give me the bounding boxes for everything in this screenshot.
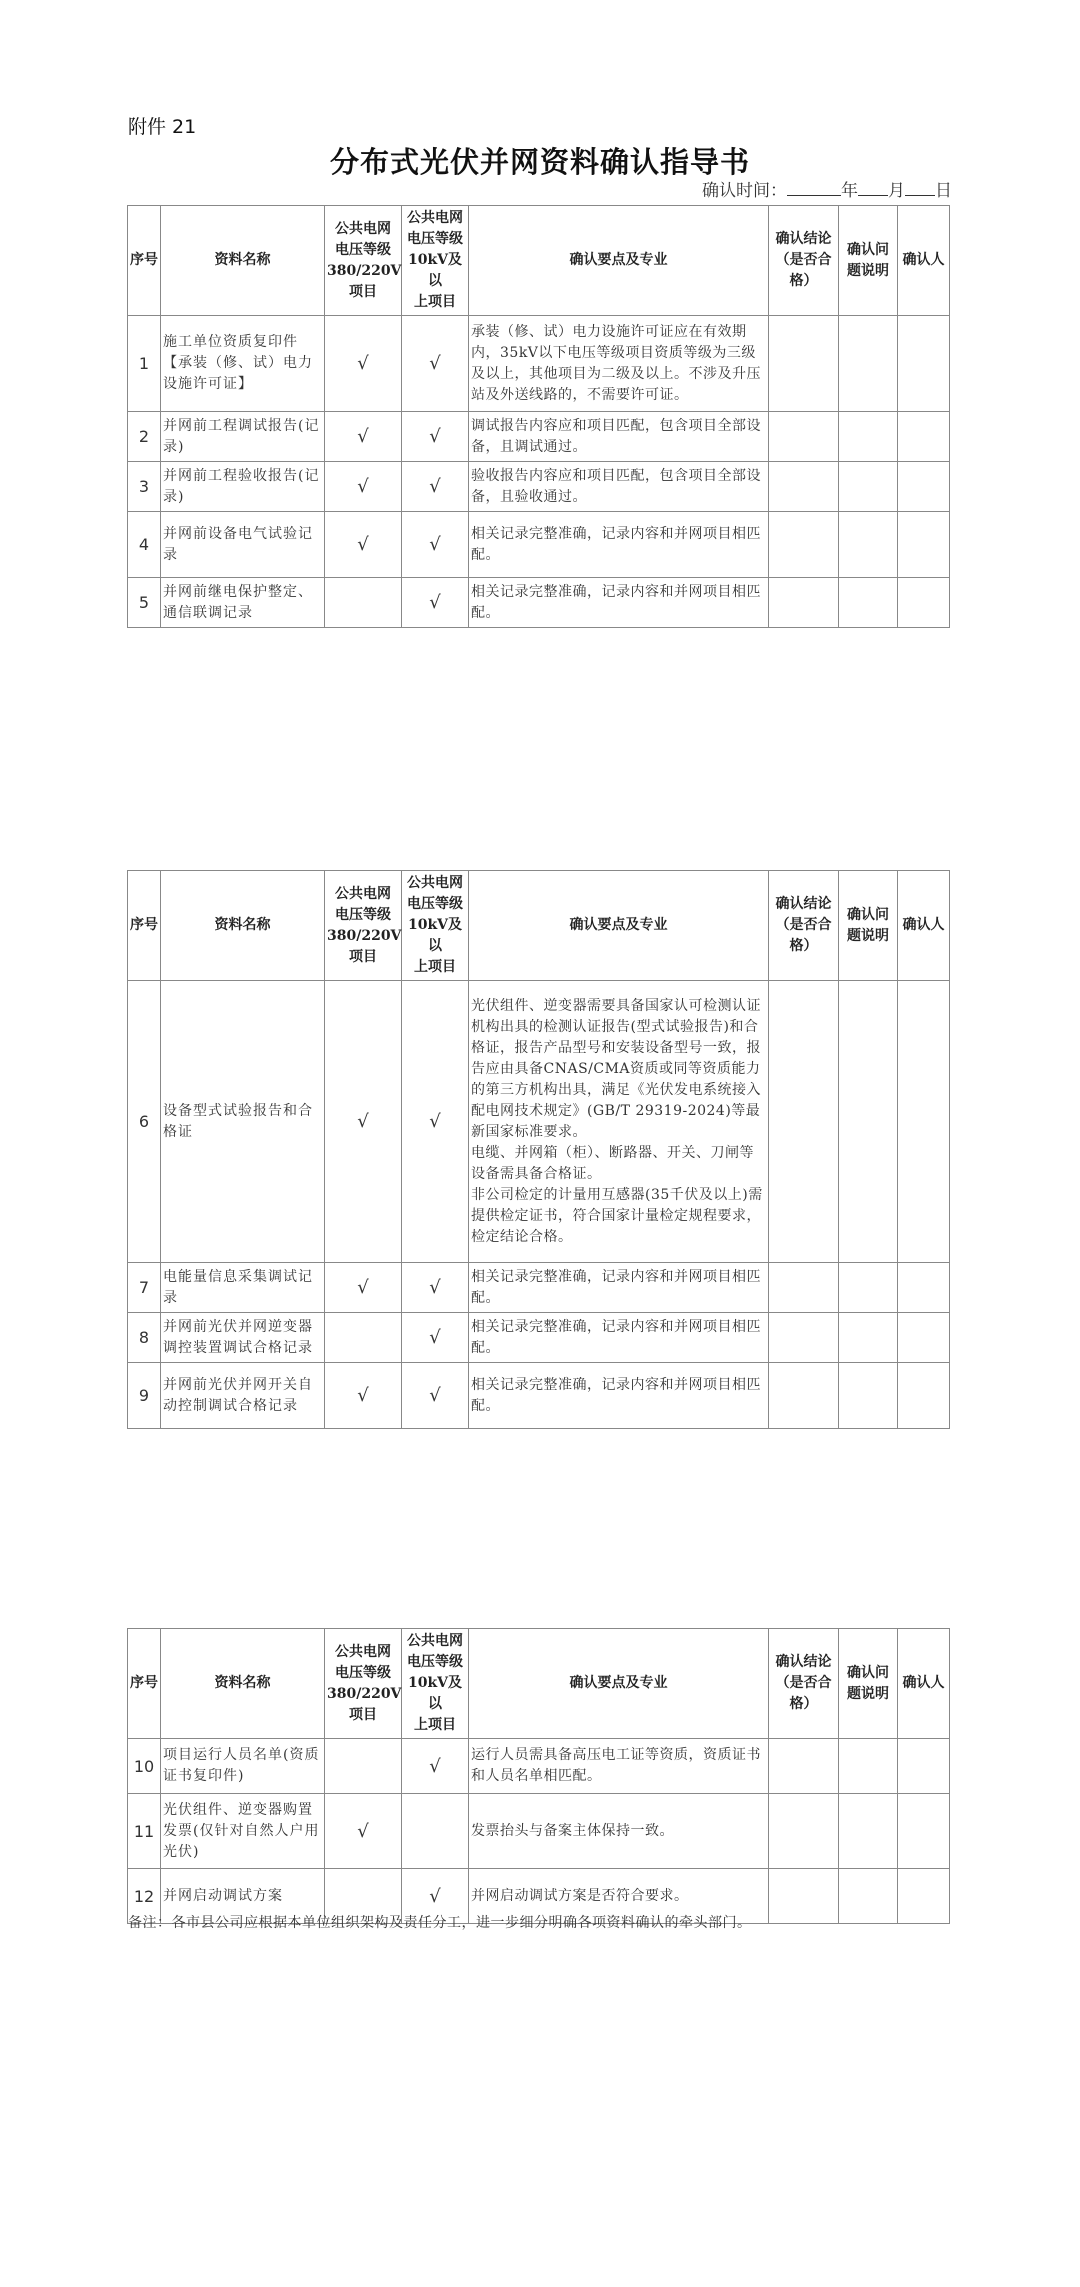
requirements-text: 相关记录完整准确，记录内容和并网项目相匹配。: [469, 512, 769, 578]
check-10kv: √: [402, 981, 469, 1263]
row-index: 11: [128, 1794, 161, 1869]
day-blank[interactable]: [905, 181, 935, 196]
confirmer-cell[interactable]: [898, 1739, 950, 1794]
col-header-confirmer: 确认人: [898, 871, 950, 981]
col-header-issue: 确认问 题说明: [839, 871, 898, 981]
conclusion-cell[interactable]: [769, 981, 839, 1263]
col-header-confirmer: 确认人: [898, 206, 950, 316]
document-name: 并网前工程调试报告(记录): [161, 412, 325, 462]
header-row: [128, 206, 950, 316]
conclusion-cell[interactable]: [769, 316, 839, 412]
check-10kv: √: [402, 512, 469, 578]
check-380v: √: [325, 462, 402, 512]
check-10kv: √: [402, 412, 469, 462]
check-10kv: √: [402, 1263, 469, 1313]
requirements-text: 相关记录完整准确，记录内容和并网项目相匹配。: [469, 1313, 769, 1363]
col-header-requirements: 确认要点及专业: [469, 871, 769, 981]
check-380v: √: [325, 512, 402, 578]
document-name: 电能量信息采集调试记录: [161, 1263, 325, 1313]
col-header-idx: 序号: [128, 871, 161, 981]
document-name: 并网前光伏并网逆变器调控装置调试合格记录: [161, 1313, 325, 1363]
requirements-text: 相关记录完整准确，记录内容和并网项目相匹配。: [469, 578, 769, 628]
year-label: 年: [841, 181, 858, 201]
row-index: 10: [128, 1739, 161, 1794]
row-index: 5: [128, 578, 161, 628]
confirmer-cell[interactable]: [898, 1263, 950, 1313]
col-header-380v: 公共电网 电压等级 380/220V 项目: [325, 206, 402, 316]
confirmer-cell[interactable]: [898, 316, 950, 412]
row-index: 9: [128, 1363, 161, 1429]
check-10kv: √: [402, 1869, 469, 1924]
table-row: [128, 512, 950, 578]
requirements-text: 并网启动调试方案是否符合要求。: [469, 1869, 769, 1924]
table-row: [128, 462, 950, 512]
row-index: 7: [128, 1263, 161, 1313]
document-name: 并网前光伏并网开关自动控制调试合格记录: [161, 1363, 325, 1429]
table-row: [128, 1263, 950, 1313]
annex-label: 附件 21: [128, 116, 197, 138]
conclusion-cell[interactable]: [769, 1263, 839, 1313]
issue-cell[interactable]: [839, 412, 898, 462]
col-header-10kv: 公共电网 电压等级 10kV及以 上项目: [402, 871, 469, 981]
issue-cell[interactable]: [839, 1263, 898, 1313]
document-name: 项目运行人员名单(资质证书复印件): [161, 1739, 325, 1794]
col-header-380v: 公共电网 电压等级 380/220V 项目: [325, 871, 402, 981]
col-header-requirements: 确认要点及专业: [469, 1629, 769, 1739]
row-index: 3: [128, 462, 161, 512]
col-header-10kv: 公共电网 电压等级 10kV及以 上项目: [402, 1629, 469, 1739]
table-row: [128, 412, 950, 462]
requirements-text: 光伏组件、逆变器需要具备国家认可检测认证机构出具的检测认证报告(型式试验报告)和合格证，报告产品型号和安装设备型号一致，报告应由具备CNAS/CMA资质或同等资质能力的第三方机构出具，满足《光伏发电系统接入配电网技术规定》(GB/T 29319-2024)等最新国家标准要求。 电缆、并网箱（柜）、断路器、开关、刀闸等设备需具备合格证。 非公司检定的计量用互感器(35千伏及以上)需提供检定证书，符合国家计量检定规程要求，检定结论合格。: [469, 981, 769, 1263]
col-header-name: 资料名称: [161, 871, 325, 981]
check-380v: √: [325, 1794, 402, 1869]
check-10kv: √: [402, 316, 469, 412]
issue-cell[interactable]: [839, 1869, 898, 1924]
guide-table-2: [127, 870, 950, 1429]
col-header-380v: 公共电网 电压等级 380/220V 项目: [325, 1629, 402, 1739]
conclusion-cell[interactable]: [769, 462, 839, 512]
confirm-time-label: 确认时间：: [702, 181, 787, 201]
header-row: [128, 871, 950, 981]
check-380v: √: [325, 981, 402, 1263]
table-row: [128, 1313, 950, 1363]
row-index: 8: [128, 1313, 161, 1363]
document-title: 分布式光伏并网资料确认指导书: [329, 145, 750, 179]
requirements-text: 相关记录完整准确，记录内容和并网项目相匹配。: [469, 1363, 769, 1429]
requirements-text: 承装（修、试）电力设施许可证应在有效期内，35kV以下电压等级项目资质等级为三级及以上，其他项目为二级及以上。不涉及升压站及外送线路的，不需要许可证。: [469, 316, 769, 412]
confirmer-cell[interactable]: [898, 1363, 950, 1429]
issue-cell[interactable]: [839, 462, 898, 512]
col-header-name: 资料名称: [161, 206, 325, 316]
footer-note: 备注：各市县公司应根据本单位组织架构及责任分工，进一步细分明确各项资料确认的牵头部门。: [128, 1915, 752, 1931]
col-header-conclusion: 确认结论 （是否合 格）: [769, 1629, 839, 1739]
conclusion-cell[interactable]: [769, 512, 839, 578]
confirmer-cell[interactable]: [898, 1313, 950, 1363]
check-380v: [325, 1739, 402, 1794]
conclusion-cell[interactable]: [769, 1363, 839, 1429]
col-header-name: 资料名称: [161, 1629, 325, 1739]
row-index: 12: [128, 1869, 161, 1924]
issue-cell[interactable]: [839, 1739, 898, 1794]
confirmer-cell[interactable]: [898, 1794, 950, 1869]
check-380v: √: [325, 412, 402, 462]
conclusion-cell[interactable]: [769, 578, 839, 628]
confirmer-cell[interactable]: [898, 981, 950, 1263]
check-380v: [325, 1313, 402, 1363]
confirm-time: [702, 176, 952, 201]
requirements-text: 调试报告内容应和项目匹配，包含项目全部设备，且调试通过。: [469, 412, 769, 462]
document-name: 并网前工程验收报告(记录): [161, 462, 325, 512]
requirements-text: 验收报告内容应和项目匹配，包含项目全部设备，且验收通过。: [469, 462, 769, 512]
confirmer-cell[interactable]: [898, 512, 950, 578]
col-header-conclusion: 确认结论 （是否合 格）: [769, 206, 839, 316]
document-name: 光伏组件、逆变器购置发票(仅针对自然人户用光伏): [161, 1794, 325, 1869]
document-name: 施工单位资质复印件【承装（修、试）电力设施许可证】: [161, 316, 325, 412]
conclusion-cell[interactable]: [769, 1794, 839, 1869]
row-index: 1: [128, 316, 161, 412]
issue-cell[interactable]: [839, 1363, 898, 1429]
issue-cell[interactable]: [839, 1313, 898, 1363]
requirements-text: 运行人员需具备高压电工证等资质，资质证书和人员名单相匹配。: [469, 1739, 769, 1794]
guide-table-3: [127, 1628, 950, 1924]
check-380v: [325, 578, 402, 628]
row-index: 2: [128, 412, 161, 462]
col-header-idx: 序号: [128, 206, 161, 316]
col-header-10kv: 公共电网 电压等级 10kV及以 上项目: [402, 206, 469, 316]
col-header-requirements: 确认要点及专业: [469, 206, 769, 316]
conclusion-cell[interactable]: [769, 1739, 839, 1794]
document-name: 并网启动调试方案: [161, 1869, 325, 1924]
issue-cell[interactable]: [839, 981, 898, 1263]
table-row: [128, 578, 950, 628]
issue-cell[interactable]: [839, 512, 898, 578]
document-name: 设备型式试验报告和合格证: [161, 981, 325, 1263]
conclusion-cell[interactable]: [769, 412, 839, 462]
issue-cell[interactable]: [839, 1794, 898, 1869]
row-index: 6: [128, 981, 161, 1263]
header-row: [128, 1629, 950, 1739]
check-10kv: √: [402, 1739, 469, 1794]
issue-cell[interactable]: [839, 316, 898, 412]
check-380v: √: [325, 1263, 402, 1313]
check-10kv: √: [402, 1363, 469, 1429]
guide-table-1: [127, 205, 950, 628]
check-10kv: [402, 1794, 469, 1869]
confirmer-cell[interactable]: [898, 462, 950, 512]
col-header-issue: 确认问 题说明: [839, 1629, 898, 1739]
table-row: [128, 1363, 950, 1429]
table-row: [128, 1794, 950, 1869]
confirmer-cell[interactable]: [898, 1869, 950, 1924]
col-header-conclusion: 确认结论 （是否合 格）: [769, 871, 839, 981]
check-10kv: √: [402, 462, 469, 512]
confirmer-cell[interactable]: [898, 578, 950, 628]
table-row: [128, 316, 950, 412]
confirmer-cell[interactable]: [898, 412, 950, 462]
document-name: 并网前设备电气试验记录: [161, 512, 325, 578]
check-380v: √: [325, 1363, 402, 1429]
day-label: 日: [935, 181, 952, 201]
row-index: 4: [128, 512, 161, 578]
requirements-text: 发票抬头与备案主体保持一致。: [469, 1794, 769, 1869]
requirements-text: 相关记录完整准确，记录内容和并网项目相匹配。: [469, 1263, 769, 1313]
col-header-idx: 序号: [128, 1629, 161, 1739]
document-name: 并网前继电保护整定、通信联调记录: [161, 578, 325, 628]
check-10kv: √: [402, 578, 469, 628]
month-blank[interactable]: [858, 181, 888, 196]
table-row: [128, 981, 950, 1263]
check-380v: √: [325, 316, 402, 412]
table-row: [128, 1739, 950, 1794]
conclusion-cell[interactable]: [769, 1313, 839, 1363]
year-blank[interactable]: [787, 181, 841, 196]
month-label: 月: [888, 181, 905, 201]
conclusion-cell[interactable]: [769, 1869, 839, 1924]
col-header-confirmer: 确认人: [898, 1629, 950, 1739]
col-header-issue: 确认问 题说明: [839, 206, 898, 316]
issue-cell[interactable]: [839, 578, 898, 628]
check-10kv: √: [402, 1313, 469, 1363]
